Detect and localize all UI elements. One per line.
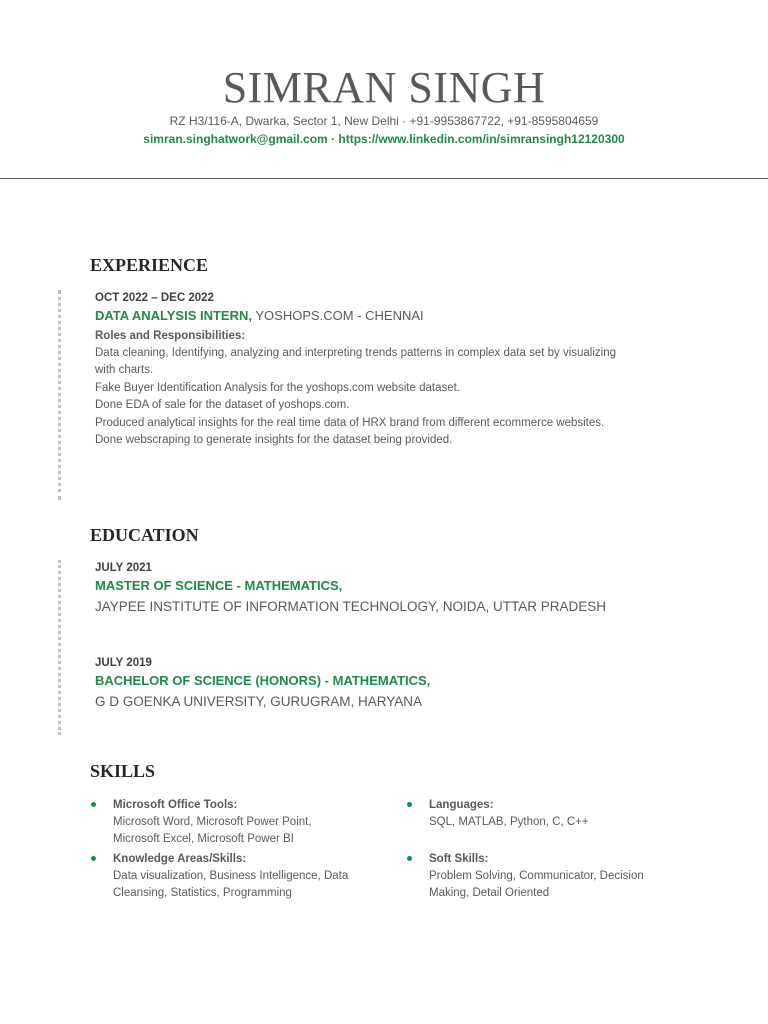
resume-header: [0, 0, 768, 179]
bullet-icon: [407, 856, 412, 861]
skill-item: [407, 797, 697, 831]
skill-item: [91, 797, 381, 848]
email-linkedin-line[interactable]: simran.singhatwork@gmail.com · https://www.linkedin.com/in/simransingh12120300: [143, 132, 625, 146]
responsibilities-heading: Roles and Responsibilities:: [95, 330, 246, 342]
responsibility-line: Done EDA of sale for the dataset of yoshops.com.: [95, 399, 350, 412]
skill-item: [91, 851, 381, 902]
school-name: G D GOENKA UNIVERSITY, GURUGRAM, HARYANA: [95, 694, 423, 709]
skill-text: Making, Detail Oriented: [429, 887, 550, 899]
bullet-icon: [91, 856, 96, 861]
degree-title: BACHELOR OF SCIENCE (HONORS) - MATHEMATICS,: [95, 673, 431, 688]
skills-heading: SKILLS: [90, 761, 156, 781]
responsibility-line: Fake Buyer Identification Analysis for the yoshops.com website dataset.: [95, 381, 460, 394]
experience-heading: EXPERIENCE: [90, 255, 209, 275]
bullet-icon: [407, 802, 412, 807]
skill-title: Microsoft Office Tools:: [113, 799, 238, 811]
skill-text: Problem Solving, Communicator, Decision: [429, 870, 644, 882]
skill-text: Microsoft Word, Microsoft Power Point,: [113, 816, 312, 828]
degree-title: MASTER OF SCIENCE - MATHEMATICS,: [95, 578, 343, 593]
education-date: JULY 2019: [95, 657, 152, 669]
education-date: JULY 2021: [95, 562, 152, 574]
skill-text: SQL, MATLAB, Python, C, C++: [429, 816, 589, 828]
education-dotted-rule: [58, 560, 61, 735]
skill-title: Languages:: [429, 799, 494, 811]
education-heading: EDUCATION: [90, 525, 199, 545]
skill-title: Knowledge Areas/Skills:: [113, 853, 247, 865]
bullet-icon: [91, 802, 96, 807]
responsibility-line: Produced analytical insights for the real time data of HRX brand from different ecommerce websites.: [95, 416, 605, 429]
experience-dotted-rule: [58, 290, 61, 500]
address-phone-line: RZ H3/116-A, Dwarka, Sector 1, New Delhi · +91-9953867722, +91-8595804659: [169, 114, 599, 128]
job-title: DATA ANALYSIS INTERN,: [95, 308, 252, 323]
skill-text: Microsoft Excel, Microsoft Power BI: [113, 833, 294, 845]
responsibility-line: with charts.: [95, 364, 154, 377]
employer: YOSHOPS.COM - CHENNAI: [251, 308, 424, 323]
experience-role: [95, 306, 695, 326]
candidate-name: SIMRAN SINGH: [222, 63, 546, 112]
skills-left-column: [91, 797, 381, 905]
skill-text: Data visualization, Business Intelligence, Data: [113, 870, 349, 882]
skill-item: [407, 851, 697, 902]
skills-right-column: [407, 797, 697, 905]
education-entry: [95, 560, 695, 618]
skill-title: Soft Skills:: [429, 853, 489, 865]
skill-text: Cleansing, Statistics, Programming: [113, 887, 292, 899]
responsibility-line: Done webscraping to generate insights for the dataset being provided.: [95, 434, 453, 447]
education-entry: [95, 655, 695, 713]
experience-entry: [95, 290, 695, 449]
experience-date: OCT 2022 – DEC 2022: [95, 292, 214, 304]
school-name: JAYPEE INSTITUTE OF INFORMATION TECHNOLOGY, NOIDA, UTTAR PRADESH: [95, 599, 607, 614]
responsibility-line: Data cleaning, Identifying, analyzing and interpreting trends patterns in complex data set by visualizing: [95, 347, 616, 359]
